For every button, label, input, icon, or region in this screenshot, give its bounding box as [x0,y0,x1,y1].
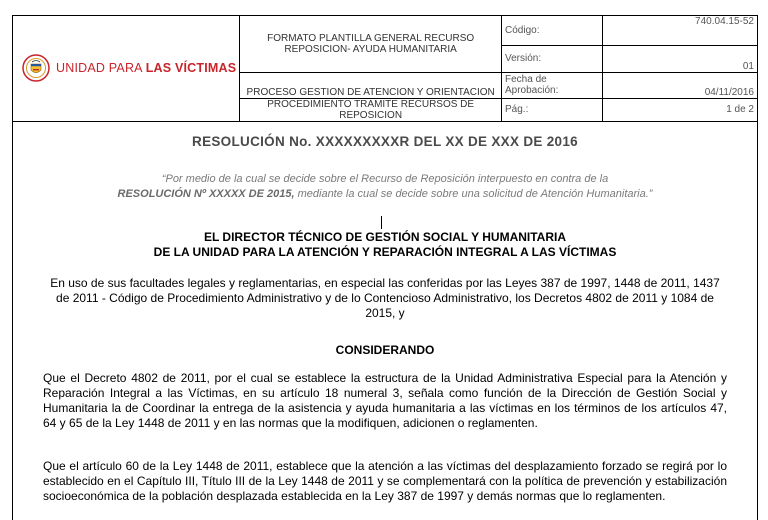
pagina-label: Pág.: [502,98,603,121]
quote-resolution-ref: RESOLUCIÓN Nº XXXXX DE 2015, [117,188,295,200]
considerando-heading: CONSIDERANDO [335,343,435,357]
director-line2: DE LA UNIDAD PARA LA ATENCIÓN Y REPARACIÓN INTEGRAL A LAS VÍCTIMAS [153,245,617,259]
logo-text: UNIDAD PARA LAS VÍCTIMAS [56,61,237,76]
resolution-title: RESOLUCIÓN No. XXXXXXXXXR DEL XX DE XXX DE 2016 [192,134,578,149]
process-name: PROCESO GESTION DE ATENCION Y ORIENTACION [246,86,495,98]
format-title: FORMATO PLANTILLA GENERAL RECURSO REPOSICION- AYUDA HUMANITARIA [267,32,475,55]
procedure-name: PROCEDIMIENTO TRAMITE RECURSOS DE REPOSICION [267,98,475,121]
document-header-table [13,16,757,122]
format-title-cell [240,16,502,72]
paragraph-articulo-60: Que el artículo 60 de la Ley 1448 de 2011, establece que la atención a las víctimas del desplazamiento forzado se regirá por lo establecido en el Capítulo III, Título III de la Ley 1448 de 2011 y se complementará con la política de prevención y estabilización socioeconómica de la población desplazada establecida en la Ley 387 de 1997 y demás normas que lo reglamenten. [43,459,727,503]
quote-part1: “Por medio de la cual se decide sobre el Recurso de Reposición interpuesto en contra de la [161,173,609,185]
version-label: Versión: [502,45,603,72]
document-page [12,15,758,520]
resolution-summary-quote [43,172,727,202]
version-value: 01 [603,45,758,72]
procedure-cell [240,98,502,121]
text-cursor [381,216,382,229]
codigo-label: Código: [502,16,603,45]
fecha-aprobacion-label: Fecha de Aprobación: [502,72,603,98]
director-heading [13,230,757,260]
logo-cell [13,16,240,121]
quote-part2: mediante la cual se decide sobre una solicitud de Atención Humanitaria.” [294,188,653,200]
codigo-value: 740.04.15-52 [603,16,758,45]
unidad-victimas-logo [16,54,236,82]
fecha-aprobacion-value: 04/11/2016 [603,72,758,98]
process-cell [240,72,502,98]
intro-paragraph: En uso de sus facultades legales y reglamentarias, en especial las conferidas por las Leyes 387 de 1997, 1448 de 2011, 1437 de 2011 - Código de Procedimiento Administrativo y de lo Contencioso Administrativo, los Decretos 4802 de 2011 y 1084 de 2015, y [50,276,720,320]
pagina-value: 1 de 2 [603,98,758,121]
paragraph-decreto-4802: Que el Decreto 4802 de 2011, por el cual se establece la estructura de la Unidad Administrativa Especial para la Atención y Reparación Integral a las Víctimas, en su artículo 18 numeral 3, señala como función de la Dirección de Gestión Social y Humanitaria la de Coordinar la entrega de la asistencia y ayuda humanitaria a las víctimas en los términos de los artículos 47, 64 y 65 de la Ley 1448 de 2011 y en las normas que la modifiquen, adicionen o reglamenten. [43,371,727,430]
colombia-seal-icon [22,54,50,82]
director-line1: EL DIRECTOR TÉCNICO DE GESTIÓN SOCIAL Y HUMANITARIA [203,230,567,244]
